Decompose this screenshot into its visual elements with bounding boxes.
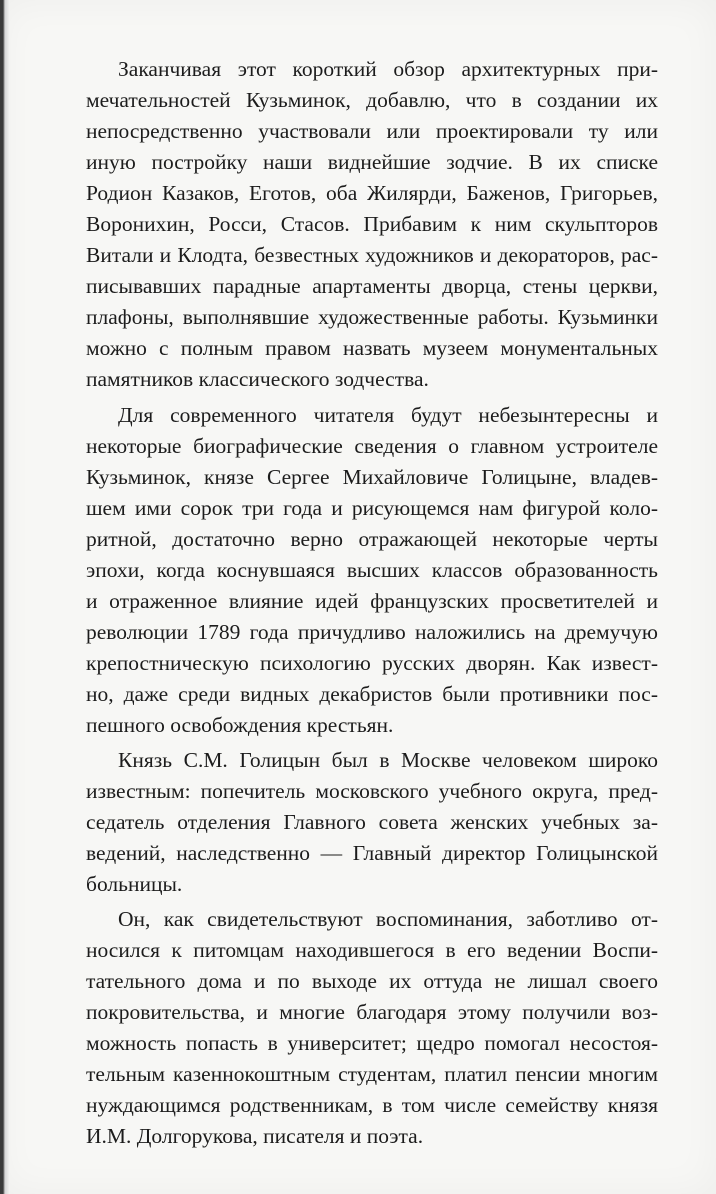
text-line: Для современного читателя будут небезынтересны и xyxy=(118,403,658,427)
text-line: Кузьминок, князе Сергее Михайловиче Голицыне, владев- xyxy=(86,465,658,489)
text-line: писывавших парадные апартаменты дворца, стены церкви, xyxy=(86,274,658,298)
text-line: крепостническую психологию русских дворян. Как извест- xyxy=(86,651,658,675)
text-line: тельным казеннокоштным студентам, платил пенсии многим xyxy=(86,1062,658,1086)
text-line: можно с полным правом назвать музеем монументальных xyxy=(86,336,658,360)
text-line: тательного дома и по выходе их оттуда не лишал своего xyxy=(86,969,658,993)
text-line: носился к питомцам находившегося в его ведении Воспи- xyxy=(86,938,658,962)
text-line: и отраженное влияние идей французских просветителей и xyxy=(86,589,658,613)
text-line: Родион Казаков, Еготов, оба Жилярди, Баженов, Григорьев, xyxy=(86,181,658,205)
text-line: иную постройку наши виднейшие зодчие. В их списке xyxy=(86,150,658,174)
text-line: Князь С.М. Голицын был в Москве человеком широко xyxy=(118,748,658,772)
text-line: непосредственно участвовали или проектировали ту или xyxy=(86,119,658,143)
text-line: больницы. xyxy=(86,872,183,896)
text-line: шем ими сорок три года и рисующемся нам фигурой коло- xyxy=(86,496,658,520)
text-line: нуждающимся родственникам, в том числе семейству князя xyxy=(86,1093,658,1117)
text-line: памятников классического зодчества. xyxy=(86,367,429,391)
text-line: Витали и Клодта, безвестных художников и декораторов, рас- xyxy=(86,243,658,267)
text-line: можность попасть в университет; щедро помогал несостоя- xyxy=(86,1031,658,1055)
text-line: пешного освобождения крестьян. xyxy=(86,713,394,737)
text-line: эпохи, когда коснувшаяся высших классов образованность xyxy=(86,558,658,582)
text-line: Он, как свидетельствуют воспоминания, заботливо от- xyxy=(118,907,658,931)
text-line: некоторые биографические сведения о главном устроителе xyxy=(86,434,658,458)
text-line: покровительства, и многие благодаря этому получили воз- xyxy=(86,1000,658,1024)
text-line: мечательностей Кузьминок, добавлю, что в создании их xyxy=(86,88,658,112)
text-line: ведений, наследственно — Главный директор Голицынской xyxy=(86,841,658,865)
text-line: плафоны, выполнявшие художественные работы. Кузьминки xyxy=(86,305,658,329)
text-line: седатель отделения Главного совета женских учебных за- xyxy=(86,810,658,834)
text-line: но, даже среди видных декабристов были противники пос- xyxy=(86,682,658,706)
text-line: революции 1789 года причудливо наложились на дремучую xyxy=(86,620,658,644)
text-line: И.М. Долгорукова, писателя и поэта. xyxy=(86,1124,424,1148)
text-line: Воронихин, Росси, Стасов. Прибавим к ним скульпторов xyxy=(86,212,658,236)
page-edge-shadow xyxy=(0,0,10,1194)
text-line: ритной, достаточно верно отражающей некоторые черты xyxy=(86,527,658,551)
text-line: известным: попечитель московского учебного округа, пред- xyxy=(86,779,658,803)
text-line: Заканчивая этот короткий обзор архитектурных при- xyxy=(118,57,658,81)
